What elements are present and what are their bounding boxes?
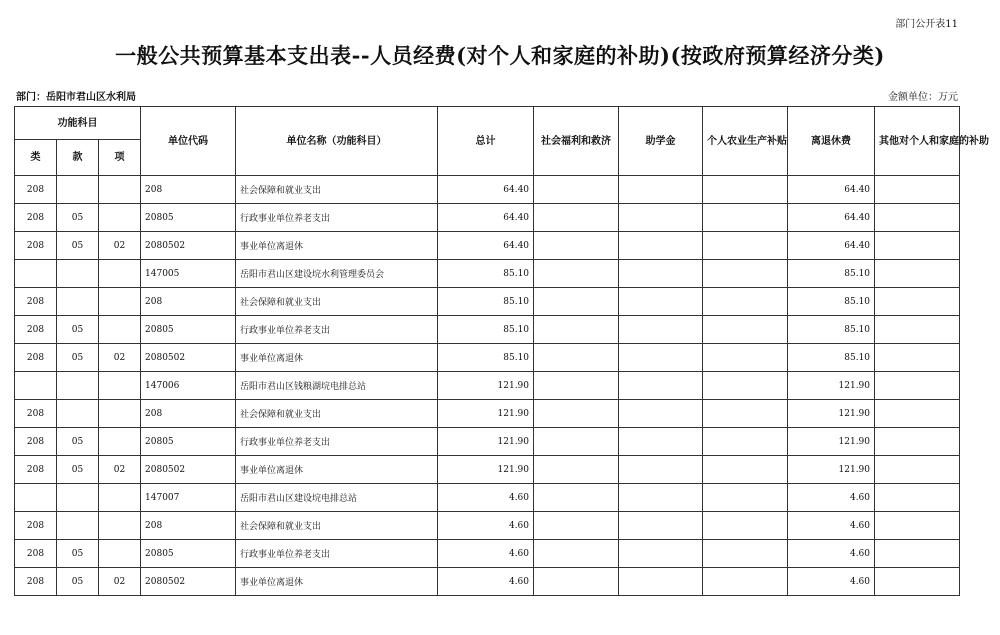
cell-retirement: 4.60 bbox=[788, 540, 875, 568]
cell-social-welfare bbox=[534, 400, 619, 428]
cell-unit-code: 147007 bbox=[141, 484, 236, 512]
cell-unit-code: 147005 bbox=[141, 260, 236, 288]
cell-kuan bbox=[57, 176, 99, 204]
cell-scholarship bbox=[619, 372, 703, 400]
cell-other bbox=[875, 232, 960, 260]
cell-other bbox=[875, 260, 960, 288]
cell-unit-name: 行政事业单位养老支出 bbox=[236, 316, 438, 344]
cell-unit-name: 行政事业单位养老支出 bbox=[236, 204, 438, 232]
cell-agri-subsidy bbox=[703, 316, 788, 344]
cell-retirement: 64.40 bbox=[788, 232, 875, 260]
cell-social-welfare bbox=[534, 316, 619, 344]
cell-agri-subsidy bbox=[703, 204, 788, 232]
header-xiang: 项 bbox=[99, 140, 141, 176]
cell-xiang bbox=[99, 512, 141, 540]
cell-agri-subsidy bbox=[703, 232, 788, 260]
cell-scholarship bbox=[619, 288, 703, 316]
cell-scholarship bbox=[619, 204, 703, 232]
cell-lei: 208 bbox=[15, 540, 57, 568]
cell-xiang bbox=[99, 260, 141, 288]
cell-lei: 208 bbox=[15, 512, 57, 540]
header-retirement: 离退休费 bbox=[788, 107, 875, 176]
header-unit-name: 单位名称（功能科目） bbox=[236, 107, 438, 176]
cell-agri-subsidy bbox=[703, 512, 788, 540]
cell-retirement: 85.10 bbox=[788, 260, 875, 288]
header-unit-code: 单位代码 bbox=[141, 107, 236, 176]
cell-agri-subsidy bbox=[703, 176, 788, 204]
cell-retirement: 121.90 bbox=[788, 372, 875, 400]
cell-agri-subsidy bbox=[703, 456, 788, 484]
cell-xiang bbox=[99, 484, 141, 512]
budget-table bbox=[14, 106, 990, 596]
table-row bbox=[15, 232, 960, 260]
cell-unit-name: 社会保障和就业支出 bbox=[236, 512, 438, 540]
cell-agri-subsidy bbox=[703, 428, 788, 456]
cell-agri-subsidy bbox=[703, 260, 788, 288]
cell-social-welfare bbox=[534, 204, 619, 232]
cell-retirement: 121.90 bbox=[788, 428, 875, 456]
cell-xiang bbox=[99, 176, 141, 204]
cell-scholarship bbox=[619, 316, 703, 344]
cell-total: 4.60 bbox=[438, 568, 534, 596]
header-kuan: 款 bbox=[57, 140, 99, 176]
cell-kuan: 05 bbox=[57, 456, 99, 484]
cell-retirement: 4.60 bbox=[788, 512, 875, 540]
cell-agri-subsidy bbox=[703, 344, 788, 372]
cell-social-welfare bbox=[534, 232, 619, 260]
cell-unit-name: 岳阳市君山区建设垸水利管理委员会 bbox=[236, 260, 438, 288]
cell-kuan bbox=[57, 260, 99, 288]
cell-other bbox=[875, 484, 960, 512]
cell-unit-name: 行政事业单位养老支出 bbox=[236, 540, 438, 568]
cell-total: 4.60 bbox=[438, 512, 534, 540]
cell-unit-code: 20805 bbox=[141, 540, 236, 568]
cell-kuan: 05 bbox=[57, 540, 99, 568]
cell-unit-name: 社会保障和就业支出 bbox=[236, 400, 438, 428]
cell-xiang: 02 bbox=[99, 232, 141, 260]
cell-lei: 208 bbox=[15, 204, 57, 232]
cell-unit-code: 2080502 bbox=[141, 232, 236, 260]
cell-kuan bbox=[57, 400, 99, 428]
cell-unit-name: 事业单位离退休 bbox=[236, 568, 438, 596]
cell-total: 64.40 bbox=[438, 204, 534, 232]
cell-unit-name: 事业单位离退休 bbox=[236, 344, 438, 372]
cell-social-welfare bbox=[534, 372, 619, 400]
cell-total: 64.40 bbox=[438, 232, 534, 260]
cell-kuan: 05 bbox=[57, 316, 99, 344]
cell-other bbox=[875, 540, 960, 568]
cell-lei: 208 bbox=[15, 288, 57, 316]
cell-retirement: 4.60 bbox=[788, 568, 875, 596]
table-row bbox=[15, 400, 960, 428]
cell-scholarship bbox=[619, 344, 703, 372]
cell-total: 4.60 bbox=[438, 484, 534, 512]
cell-total: 121.90 bbox=[438, 428, 534, 456]
cell-scholarship bbox=[619, 176, 703, 204]
cell-total: 64.40 bbox=[438, 176, 534, 204]
cell-agri-subsidy bbox=[703, 372, 788, 400]
cell-lei: 208 bbox=[15, 456, 57, 484]
header-scholarship: 助学金 bbox=[619, 107, 703, 176]
cell-total: 121.90 bbox=[438, 456, 534, 484]
table-row bbox=[15, 540, 960, 568]
cell-xiang: 02 bbox=[99, 344, 141, 372]
cell-lei bbox=[15, 484, 57, 512]
table-row bbox=[15, 456, 960, 484]
cell-kuan: 05 bbox=[57, 428, 99, 456]
header-agri-subsidy: 个人农业生产补贴 bbox=[703, 107, 788, 176]
cell-retirement: 4.60 bbox=[788, 484, 875, 512]
cell-unit-code: 208 bbox=[141, 176, 236, 204]
cell-scholarship bbox=[619, 400, 703, 428]
cell-unit-name: 社会保障和就业支出 bbox=[236, 288, 438, 316]
cell-unit-name: 岳阳市君山区建设垸电排总站 bbox=[236, 484, 438, 512]
cell-other bbox=[875, 400, 960, 428]
cell-scholarship bbox=[619, 512, 703, 540]
cell-scholarship bbox=[619, 540, 703, 568]
cell-other bbox=[875, 204, 960, 232]
cell-scholarship bbox=[619, 484, 703, 512]
cell-lei: 208 bbox=[15, 176, 57, 204]
cell-lei bbox=[15, 372, 57, 400]
cell-lei: 208 bbox=[15, 344, 57, 372]
cell-unit-name: 行政事业单位养老支出 bbox=[236, 428, 438, 456]
header-total: 总计 bbox=[438, 107, 534, 176]
cell-lei: 208 bbox=[15, 400, 57, 428]
cell-social-welfare bbox=[534, 484, 619, 512]
cell-agri-subsidy bbox=[703, 484, 788, 512]
cell-total: 85.10 bbox=[438, 260, 534, 288]
cell-other bbox=[875, 372, 960, 400]
cell-unit-code: 20805 bbox=[141, 204, 236, 232]
cell-xiang bbox=[99, 400, 141, 428]
cell-unit-name: 岳阳市君山区钱粮湖垸电排总站 bbox=[236, 372, 438, 400]
cell-other bbox=[875, 288, 960, 316]
table-row bbox=[15, 372, 960, 400]
form-number: 部门公开表11 bbox=[895, 19, 958, 30]
cell-social-welfare bbox=[534, 288, 619, 316]
table-row bbox=[15, 512, 960, 540]
header-lei: 类 bbox=[15, 140, 57, 176]
cell-social-welfare bbox=[534, 540, 619, 568]
cell-social-welfare bbox=[534, 456, 619, 484]
cell-unit-code: 2080502 bbox=[141, 344, 236, 372]
cell-xiang bbox=[99, 372, 141, 400]
cell-scholarship bbox=[619, 456, 703, 484]
cell-total: 121.90 bbox=[438, 372, 534, 400]
page-title: 一般公共预算基本支出表--人员经费(对个人和家庭的补助)(按政府预算经济分类) bbox=[115, 43, 885, 68]
cell-social-welfare bbox=[534, 260, 619, 288]
cell-lei bbox=[15, 260, 57, 288]
cell-kuan: 05 bbox=[57, 232, 99, 260]
cell-social-welfare bbox=[534, 344, 619, 372]
cell-retirement: 85.10 bbox=[788, 288, 875, 316]
table-row bbox=[15, 344, 960, 372]
cell-kuan bbox=[57, 484, 99, 512]
cell-retirement: 121.90 bbox=[788, 456, 875, 484]
cell-total: 85.10 bbox=[438, 288, 534, 316]
cell-unit-name: 事业单位离退休 bbox=[236, 456, 438, 484]
cell-scholarship bbox=[619, 428, 703, 456]
table-row bbox=[15, 204, 960, 232]
cell-unit-name: 事业单位离退休 bbox=[236, 232, 438, 260]
header-func-group: 功能科目 bbox=[15, 107, 141, 140]
table-row bbox=[15, 288, 960, 316]
cell-total: 85.10 bbox=[438, 316, 534, 344]
header-other: 其他对个人和家庭的补助 bbox=[875, 107, 960, 176]
cell-unit-code: 147006 bbox=[141, 372, 236, 400]
cell-social-welfare bbox=[534, 568, 619, 596]
cell-agri-subsidy bbox=[703, 540, 788, 568]
table-row bbox=[15, 484, 960, 512]
cell-other bbox=[875, 428, 960, 456]
table-row bbox=[15, 568, 960, 596]
cell-kuan bbox=[57, 372, 99, 400]
table-row bbox=[15, 176, 960, 204]
cell-social-welfare bbox=[534, 512, 619, 540]
department-label: 部门：岳阳市君山区水利局 bbox=[16, 92, 136, 103]
cell-kuan: 05 bbox=[57, 204, 99, 232]
cell-xiang bbox=[99, 316, 141, 344]
cell-retirement: 121.90 bbox=[788, 400, 875, 428]
amount-unit-label: 金额单位：万元 bbox=[888, 92, 958, 103]
cell-unit-code: 208 bbox=[141, 512, 236, 540]
cell-scholarship bbox=[619, 568, 703, 596]
cell-kuan: 05 bbox=[57, 344, 99, 372]
cell-unit-code: 20805 bbox=[141, 428, 236, 456]
cell-kuan: 05 bbox=[57, 568, 99, 596]
cell-kuan bbox=[57, 512, 99, 540]
cell-xiang bbox=[99, 540, 141, 568]
cell-lei: 208 bbox=[15, 232, 57, 260]
cell-other bbox=[875, 568, 960, 596]
table-row bbox=[15, 428, 960, 456]
cell-scholarship bbox=[619, 232, 703, 260]
cell-unit-code: 208 bbox=[141, 400, 236, 428]
table-row bbox=[15, 260, 960, 288]
header-social-welfare: 社会福利和救济 bbox=[534, 107, 619, 176]
cell-xiang bbox=[99, 288, 141, 316]
cell-other bbox=[875, 344, 960, 372]
cell-other bbox=[875, 512, 960, 540]
cell-total: 121.90 bbox=[438, 400, 534, 428]
table-row bbox=[15, 316, 960, 344]
cell-agri-subsidy bbox=[703, 400, 788, 428]
cell-xiang: 02 bbox=[99, 456, 141, 484]
cell-lei: 208 bbox=[15, 428, 57, 456]
cell-total: 85.10 bbox=[438, 344, 534, 372]
cell-scholarship bbox=[619, 260, 703, 288]
cell-unit-code: 208 bbox=[141, 288, 236, 316]
cell-total: 4.60 bbox=[438, 540, 534, 568]
cell-retirement: 85.10 bbox=[788, 316, 875, 344]
cell-xiang: 02 bbox=[99, 568, 141, 596]
cell-xiang bbox=[99, 204, 141, 232]
cell-kuan bbox=[57, 288, 99, 316]
cell-unit-code: 20805 bbox=[141, 316, 236, 344]
cell-social-welfare bbox=[534, 176, 619, 204]
cell-other bbox=[875, 316, 960, 344]
cell-retirement: 64.40 bbox=[788, 176, 875, 204]
cell-other bbox=[875, 456, 960, 484]
cell-xiang bbox=[99, 428, 141, 456]
cell-lei: 208 bbox=[15, 316, 57, 344]
cell-social-welfare bbox=[534, 428, 619, 456]
cell-agri-subsidy bbox=[703, 568, 788, 596]
cell-retirement: 64.40 bbox=[788, 204, 875, 232]
cell-unit-code: 2080502 bbox=[141, 568, 236, 596]
cell-retirement: 85.10 bbox=[788, 344, 875, 372]
cell-unit-name: 社会保障和就业支出 bbox=[236, 176, 438, 204]
cell-other bbox=[875, 176, 960, 204]
cell-unit-code: 2080502 bbox=[141, 456, 236, 484]
cell-lei: 208 bbox=[15, 568, 57, 596]
cell-agri-subsidy bbox=[703, 288, 788, 316]
